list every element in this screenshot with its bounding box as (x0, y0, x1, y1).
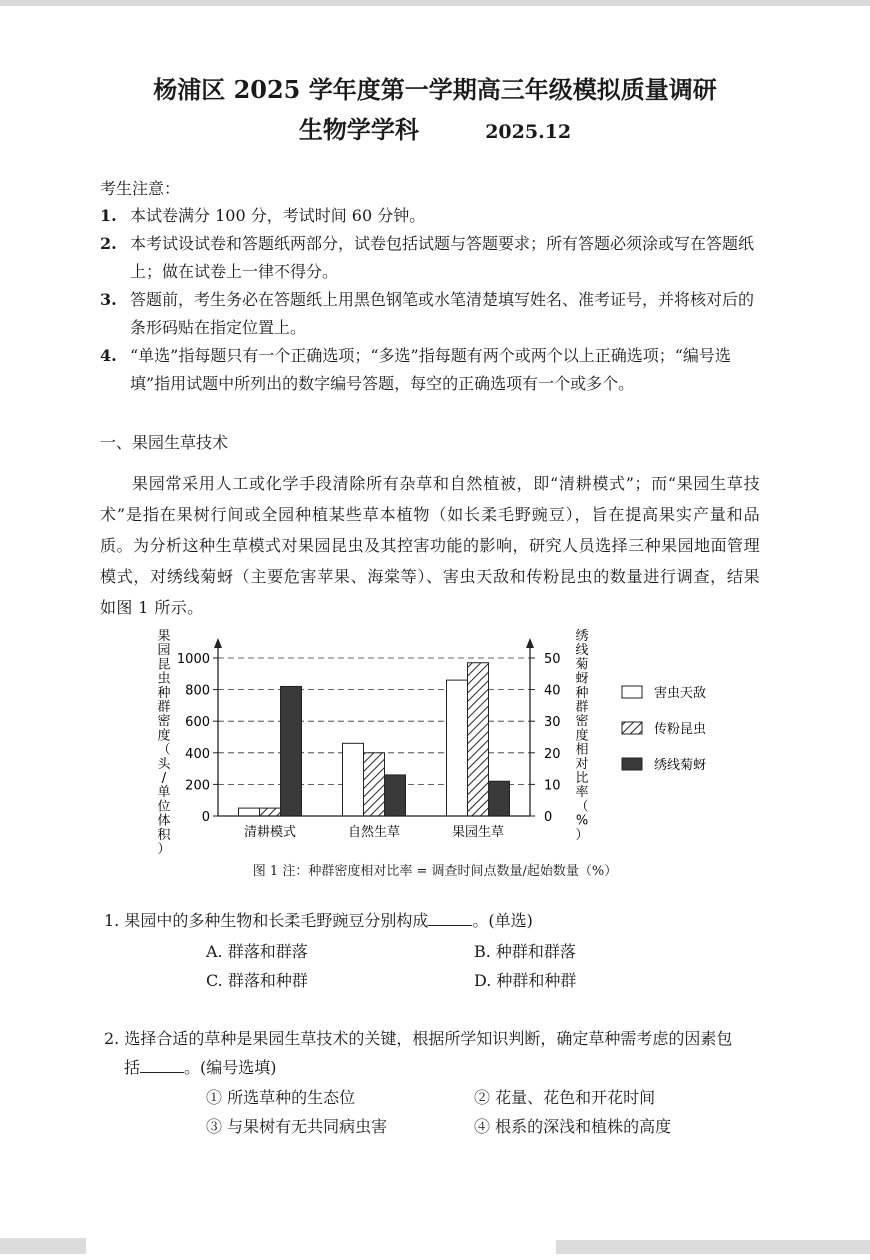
svg-text:种: 种 (575, 685, 589, 701)
notice-text: 本试卷满分 100 分，考试时间 60 分钟。 (130, 206, 426, 225)
svg-text:蚜: 蚜 (575, 671, 589, 687)
svg-text:（: （ (157, 742, 171, 758)
notice-item-2 (100, 230, 760, 286)
svg-text:相: 相 (575, 742, 589, 758)
legend-swatch (622, 722, 642, 734)
right-axis-arrow (526, 638, 534, 648)
right-tick-label: 30 (544, 715, 561, 731)
svg-text:/: / (161, 771, 167, 786)
legend-label: 传粉昆虫 (654, 722, 707, 737)
right-tick-label: 40 (544, 683, 561, 699)
notice-item-4 (100, 342, 760, 398)
question-stem: 果园中的多种生物和长柔毛野豌豆分别构成 (124, 911, 429, 930)
svg-text:积: 积 (157, 827, 171, 843)
bar-绣线菊蚜 (281, 686, 302, 816)
svg-text:）: ） (575, 827, 589, 843)
notice-heading: 考生注意： (100, 179, 181, 198)
question-stem-cont: 括 (124, 1058, 141, 1077)
question-number: 2. (104, 1029, 120, 1048)
notice-text: “单选”指每题只有一个正确选项；“多选”指每题有两个或两个以上正确选项；“编号选填”指用试题中所列出的数字编号答题，每空的正确选项有一个或多个。 (130, 346, 731, 393)
bar-chart (150, 628, 730, 856)
answer-blank[interactable] (140, 1058, 184, 1073)
right-tick-label: 20 (544, 746, 561, 762)
right-tick-label: 50 (544, 652, 561, 667)
right-tick-label: 0 (544, 810, 553, 825)
left-tick-label: 400 (185, 746, 210, 762)
bar-传粉昆虫 (468, 663, 489, 816)
svg-text:群: 群 (575, 700, 589, 715)
question-number: 1. (104, 911, 120, 930)
svg-text:果: 果 (157, 629, 171, 644)
notice-num: 2. (100, 234, 117, 253)
option-b: B. 种群和群落 (474, 942, 576, 961)
svg-text:密: 密 (575, 714, 589, 730)
svg-text:绣: 绣 (575, 629, 589, 644)
svg-text:比: 比 (575, 771, 589, 786)
legend-swatch (622, 686, 642, 698)
question-type: 。(单选) (472, 911, 533, 930)
question-2 (104, 1024, 732, 1082)
right-tick-label: 10 (544, 778, 561, 794)
notice-item-1 (100, 202, 760, 230)
page-edge-bottom-right (556, 1240, 870, 1254)
svg-text:虫: 虫 (157, 671, 171, 687)
option-3: ③ 与果树有无共同病虫害 (206, 1117, 388, 1136)
bar-传粉昆虫 (364, 753, 385, 816)
svg-text:度: 度 (157, 728, 171, 744)
option-c: C. 群落和种群 (206, 971, 308, 990)
category-label: 果园生草 (451, 825, 505, 840)
exam-date: 2025.12 (485, 121, 572, 143)
svg-text:（: （ (575, 799, 589, 815)
svg-text:头: 头 (157, 756, 171, 772)
svg-text:对: 对 (575, 756, 589, 772)
bar-害虫天敌 (343, 743, 364, 816)
legend-label: 害虫天敌 (654, 686, 707, 701)
figure-caption: 图 1 注：种群密度相对比率 = 调查时间点数量/起始数量（%） (252, 864, 618, 879)
legend-swatch (622, 758, 642, 770)
option-d: D. 种群和种群 (474, 971, 577, 990)
svg-text:单: 单 (157, 785, 171, 801)
option-1: ① 所选草种的生态位 (206, 1088, 356, 1107)
page-edge-top (0, 0, 870, 6)
notice-num: 1. (100, 206, 117, 225)
bar-害虫天敌 (239, 808, 260, 816)
left-tick-label: 1000 (176, 652, 210, 667)
svg-text:菊: 菊 (575, 657, 589, 673)
answer-blank[interactable] (428, 911, 472, 926)
question-type: 。(编号选填) (184, 1058, 277, 1077)
subject-name: 生物学学科 (298, 115, 419, 144)
notice-num: 3. (100, 290, 117, 309)
section-paragraph: 果园常采用人工或化学手段清除所有杂草和自然植被，即“清耕模式”；而“果园生草技术”是指在果树行间或全园种植某些草本植物（如长柔毛野豌豆），旨在提高果实产量和品质。为分析这种生草模式对果园昆虫及其控害功能的影响，研究人员选择三种果园地面管理模式，对绣线菊蚜（主要危害苹果、海棠等）、害虫天敌和传粉昆虫的数量进行调查，结果如图 1 所示。 (100, 474, 760, 617)
left-tick-label: 200 (185, 778, 210, 794)
question-1 (104, 906, 533, 935)
section-title: 一、果园生草技术 (100, 433, 229, 452)
right-axis-title (575, 629, 588, 843)
svg-text:群: 群 (157, 700, 171, 715)
option-4: ④ 根系的深浅和植株的高度 (474, 1117, 672, 1136)
left-axis-arrow (214, 638, 222, 648)
option-a: A. 群落和群落 (206, 942, 308, 961)
left-tick-label: 800 (185, 683, 210, 699)
page-edge-bottom-left (0, 1238, 86, 1254)
notice-text: 本考试设试卷和答题纸两部分，试卷包括试题与答题要求；所有答题必须涂或写在答题纸上；做在试卷上一律不得分。 (130, 234, 755, 281)
bar-害虫天敌 (447, 680, 468, 816)
exam-subtitle (0, 110, 870, 145)
svg-text:密: 密 (157, 714, 171, 730)
left-tick-label: 600 (185, 715, 210, 731)
svg-text:种: 种 (157, 685, 171, 701)
bar-绣线菊蚜 (489, 781, 510, 816)
svg-text:%: % (575, 813, 589, 829)
svg-text:率: 率 (575, 785, 589, 801)
svg-text:园: 园 (157, 643, 171, 659)
notice-text: 答题前，考生务必在答题纸上用黑色钢笔或水笔清楚填写姓名、准考证号，并将核对后的条形码贴在指定位置上。 (130, 290, 755, 337)
svg-text:昆: 昆 (157, 657, 171, 673)
svg-text:位: 位 (157, 799, 171, 815)
left-tick-label: 0 (201, 810, 210, 825)
svg-text:）: ） (157, 842, 171, 856)
legend-label: 绣线菊蚜 (654, 758, 707, 773)
svg-text:线: 线 (575, 643, 589, 659)
left-axis-title (157, 629, 171, 856)
svg-text:度: 度 (575, 728, 589, 744)
question-stem: 选择合适的草种是果园生草技术的关键，根据所学知识判断，确定草种需考虑的因素包 (124, 1029, 733, 1048)
category-label: 自然生草 (347, 825, 401, 840)
svg-text:体: 体 (157, 813, 171, 829)
notice-num: 4. (100, 346, 117, 365)
exam-title: 杨浦区 2025 学年度第一学期高三年级模拟质量调研 (153, 75, 717, 104)
bar-绣线菊蚜 (385, 775, 406, 816)
notice-item-3 (100, 286, 760, 342)
category-label: 清耕模式 (243, 825, 297, 840)
option-2: ② 花量、花色和开花时间 (474, 1088, 656, 1107)
bar-传粉昆虫 (260, 808, 281, 816)
